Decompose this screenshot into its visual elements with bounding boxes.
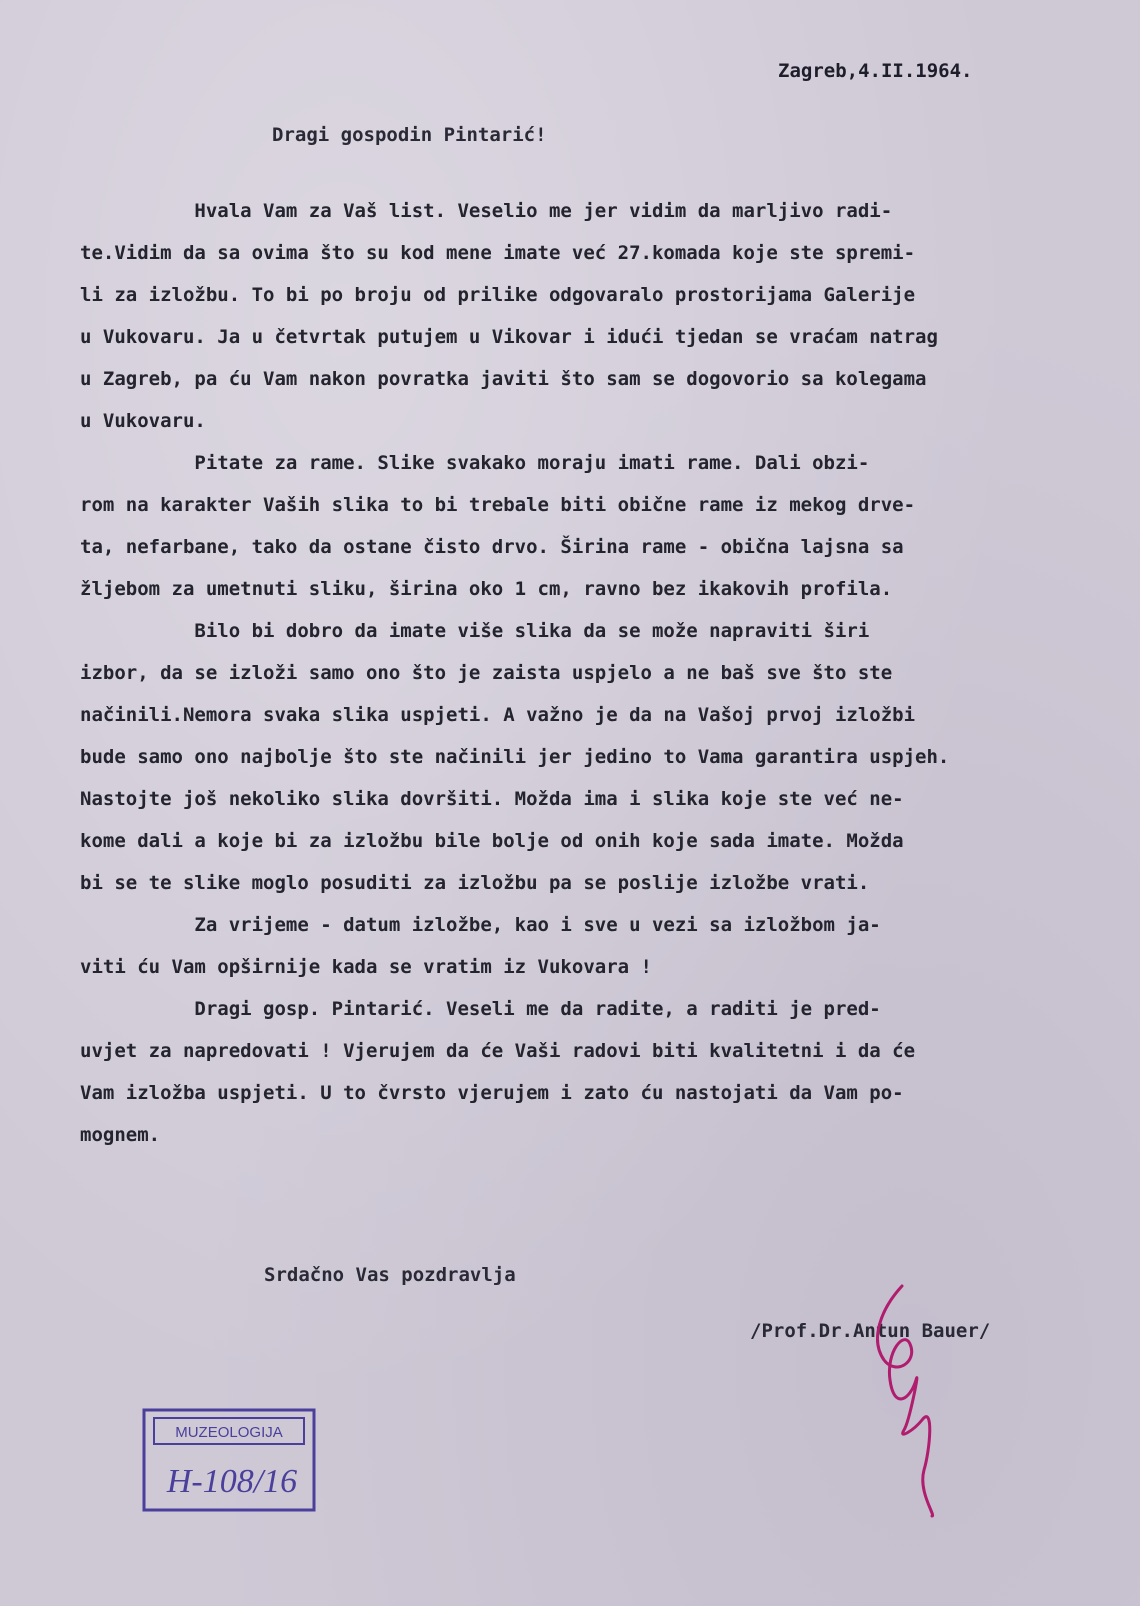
body-line: izbor, da se izloži samo ono što je zaista uspjelo a ne baš sve što ste xyxy=(80,662,893,684)
body-line: u Zagreb, pa ću Vam nakon povratka javiti što sam se dogovorio sa kolegama xyxy=(80,368,927,390)
museum-stamp xyxy=(140,1406,318,1514)
signature-name: /Prof.Dr.Antun Bauer/ xyxy=(750,1320,991,1342)
body-line: Bilo bi dobro da imate više slika da se može napraviti širi xyxy=(80,620,870,642)
body-line: uvjet za napredovati ! Vjerujem da će Vaši radovi biti kvalitetni i da će xyxy=(80,1040,916,1062)
stamp-label: MUZEOLOGIJA xyxy=(175,1424,283,1441)
handwritten-signature xyxy=(840,1280,980,1520)
letter-body xyxy=(80,190,1130,1156)
stamp-number: H-108/16 xyxy=(166,1463,298,1500)
body-line: te.Vidim da sa ovima što su kod mene imate već 27.komada koje ste spremi- xyxy=(80,242,916,264)
body-line: Vam izložba uspjeti. U to čvrsto vjerujem i zato ću nastojati da Vam po- xyxy=(80,1082,904,1104)
body-line: li za izložbu. To bi po broju od prilike odgovaralo prostorijama Galerije xyxy=(80,284,916,306)
body-line: viti ću Vam opširnije kada se vratim iz Vukovara ! xyxy=(80,956,652,978)
body-line: rom na karakter Vaših slika to bi trebale biti obične rame iz mekog drve- xyxy=(80,494,916,516)
body-line: u Vukovaru. xyxy=(80,410,206,432)
body-line: načinili.Nemora svaka slika uspjeti. A važno je da na Vašoj prvoj izložbi xyxy=(80,704,916,726)
body-line: ta, nefarbane, tako da ostane čisto drvo. Širina rame - obična lajsna sa xyxy=(80,536,904,558)
body-line: žljebom za umetnuti sliku, širina oko 1 cm, ravno bez ikakovih profila. xyxy=(80,578,893,600)
letter-closing: Srdačno Vas pozdravlja xyxy=(264,1264,516,1286)
body-line: Dragi gosp. Pintarić. Veseli me da radite, a raditi je pred- xyxy=(80,998,881,1020)
body-line: mognem. xyxy=(80,1124,161,1146)
letter-date: Zagreb,4.II.1964. xyxy=(778,60,973,82)
body-line: kome dali a koje bi za izložbu bile bolje od onih koje sada imate. Možda xyxy=(80,830,904,852)
body-line: bi se te slike moglo posuditi za izložbu pa se poslije izložbe vrati. xyxy=(80,872,870,894)
body-line: Pitate za rame. Slike svakako moraju imati rame. Dali obzi- xyxy=(80,452,870,474)
letter-salutation: Dragi gospodin Pintarić! xyxy=(272,124,547,146)
body-line: Nastojte još nekoliko slika dovršiti. Možda ima i slika koje ste već ne- xyxy=(80,788,904,810)
body-line: bude samo ono najbolje što ste načinili jer jedino to Vama garantira uspjeh. xyxy=(80,746,950,768)
body-line: u Vukovaru. Ja u četvrtak putujem u Vikovar i idući tjedan se vraćam natrag xyxy=(80,326,938,348)
body-line: Hvala Vam za Vaš list. Veselio me jer vidim da marljivo radi- xyxy=(80,200,893,222)
body-line: Za vrijeme - datum izložbe, kao i sve u vezi sa izložbom ja- xyxy=(80,914,881,936)
